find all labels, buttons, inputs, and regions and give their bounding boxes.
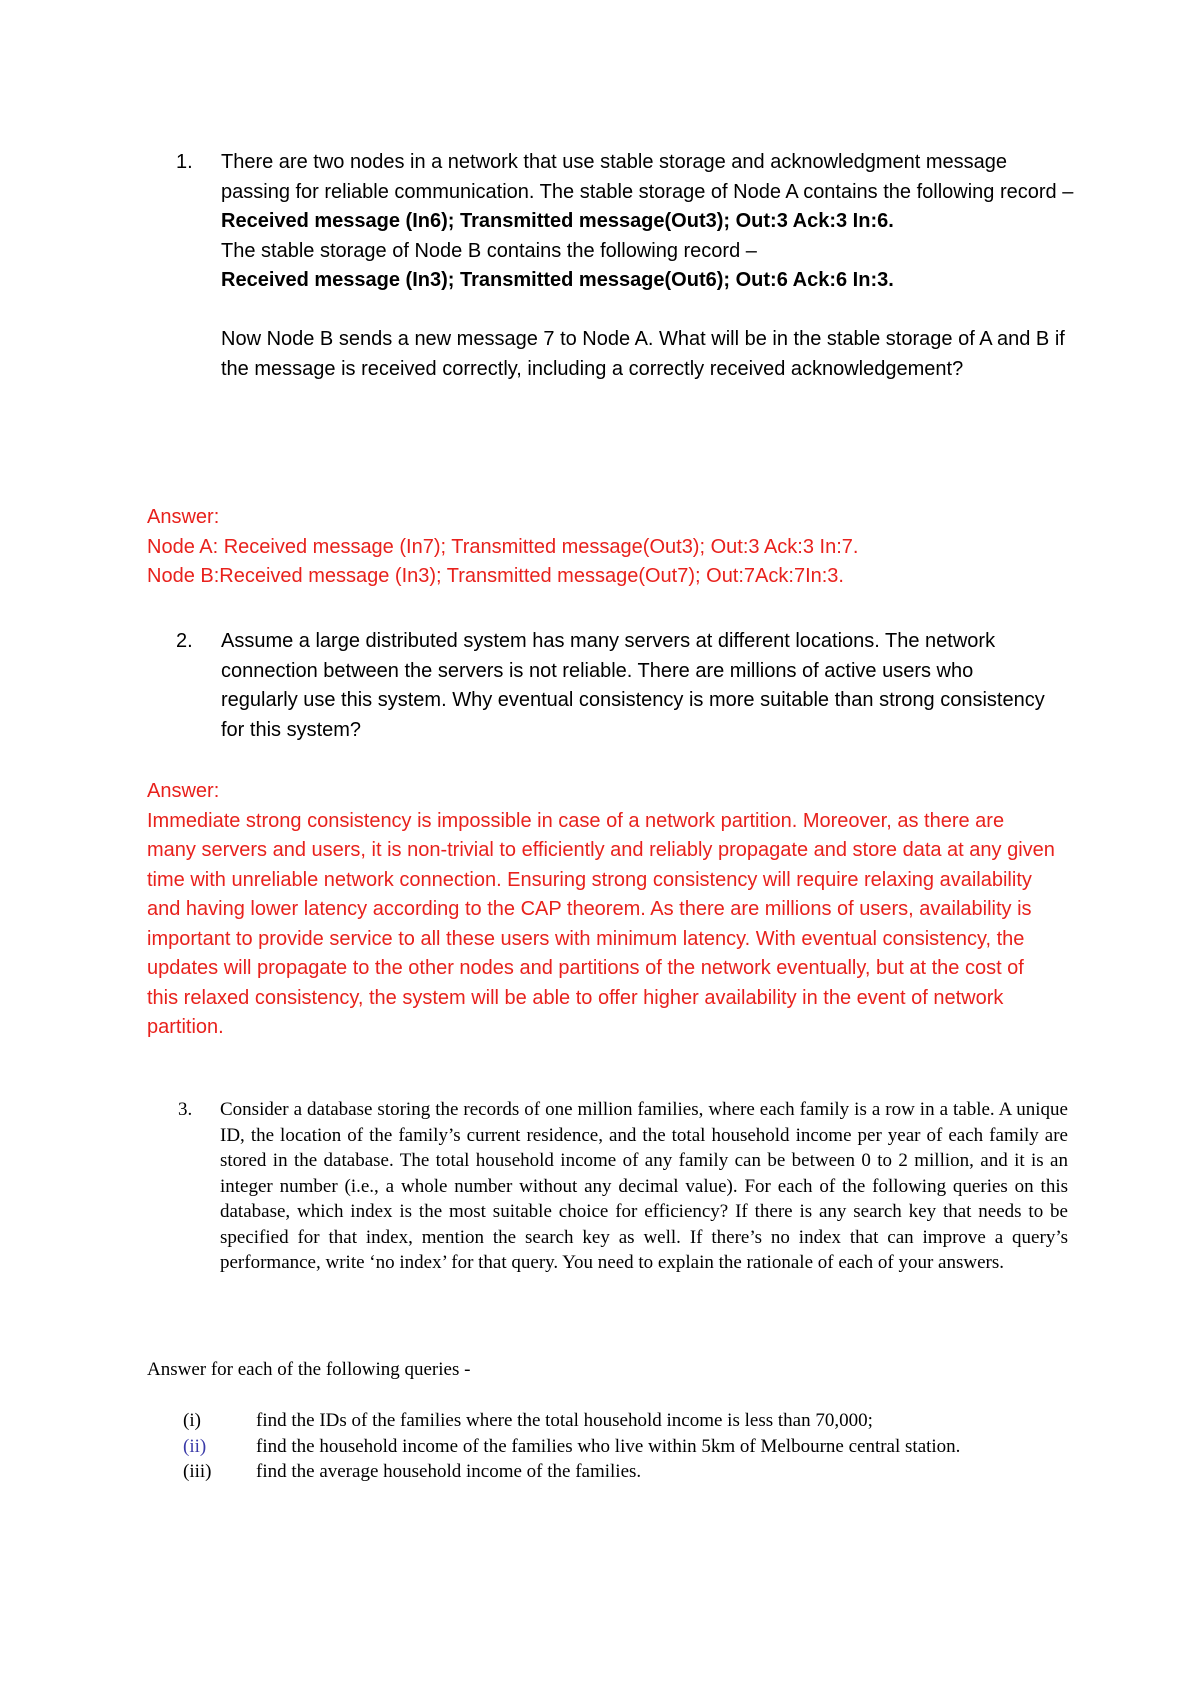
spacer (221, 296, 1081, 326)
question-1-question: Now Node B sends a new message 7 to Node A. What will be in the stable storage of A and B if the message is received correctly, including a correctly received acknowledgement? (221, 328, 1065, 380)
question-1-node-b-intro: The stable storage of Node B contains the following record – (221, 239, 757, 262)
question-2-text: Assume a large distributed system has many servers at different locations. The network connection between the servers is not reliable. There are millions of active users who regularly use this system. Why eventual consistency is more suitable than strong consistency for this system? (221, 630, 1045, 741)
list-item (183, 1459, 1083, 1485)
node-b-record: Received message (In3); Transmitted message(Out6); Out:6 Ack:6 In:3. (221, 269, 894, 291)
answer-1 (147, 503, 1147, 592)
subquery-list (183, 1408, 1083, 1485)
answer-2-text: Immediate strong consistency is impossible in case of a network partition. Moreover, as there are many servers and users, it is non-trivial to efficiently and reliably propagate and store data at any given time with unreliable network connection. Ensuring strong consistency will require relaxing availability and having lower latency according to the CAP theorem. As there are millions of users, availability is important to provide service to all these users with minimum latency. With eventual consistency, the updates will propagate to the other nodes and partitions of the network eventually, but at the cost of this relaxed consistency, the system will be able to offer higher availability in the event of network partition. (147, 809, 1055, 1038)
answer-1-node-a: Node A: Received message (In7); Transmitted message(Out3); Out:3 Ack:3 In:7. (147, 535, 859, 558)
list-item-text: find the household income of the families who live within 5km of Melbourne central station. (256, 1435, 961, 1457)
list-item-label: (ii) (183, 1435, 207, 1457)
list-item-text: find the average household income of the families. (256, 1461, 642, 1482)
question-1-intro: There are two nodes in a network that use stable storage and acknowledgment message passing for reliable communication. The stable storage of Node A contains the following record – (221, 151, 1074, 203)
list-item-label: (iii) (183, 1461, 212, 1482)
question-1-number: 1. (176, 151, 193, 173)
question-1-body (221, 148, 1081, 384)
answer-2 (147, 777, 1057, 1043)
question-2-body (221, 627, 1051, 745)
list-item (183, 1408, 1083, 1434)
list-item-text: find the IDs of the families where the total household income is less than 70,000; (256, 1410, 873, 1431)
node-a-record: Received message (In6); Transmitted message(Out3); Out:3 Ack:3 In:6. (221, 210, 894, 232)
list-item (183, 1434, 1083, 1460)
answer-1-node-b: Node B:Received message (In3); Transmitted message(Out7); Out:7Ack:7In:3. (147, 565, 844, 587)
question-3-answer-intro (147, 1357, 470, 1383)
question-3-number: 3. (178, 1099, 193, 1120)
question-2-number: 2. (176, 630, 193, 652)
answer-1-label: Answer: (147, 506, 220, 528)
answer-2-label: Answer: (147, 780, 220, 802)
question-3-body (220, 1097, 1068, 1276)
answer-intro-text: Answer for each of the following queries - (147, 1359, 471, 1380)
list-item-label: (i) (183, 1410, 201, 1431)
question-3-text: Consider a database storing the records of one million families, where each family is a row in a table. A unique ID, the location of the family’s current residence, and the total household income per year of each family are stored in the database. The total household income of any family can be between 0 to 2 million, and it is an integer number (i.e., a whole number without any decimal value). For each of the following queries on this database, which index is the most suitable choice for efficiency? If there is any search key that needs to be specified for that index, mention the search key as well. If there’s no index that can improve a query’s performance, write ‘no index’ for that query. You need to explain the rationale of each of your answers. (220, 1099, 1068, 1273)
